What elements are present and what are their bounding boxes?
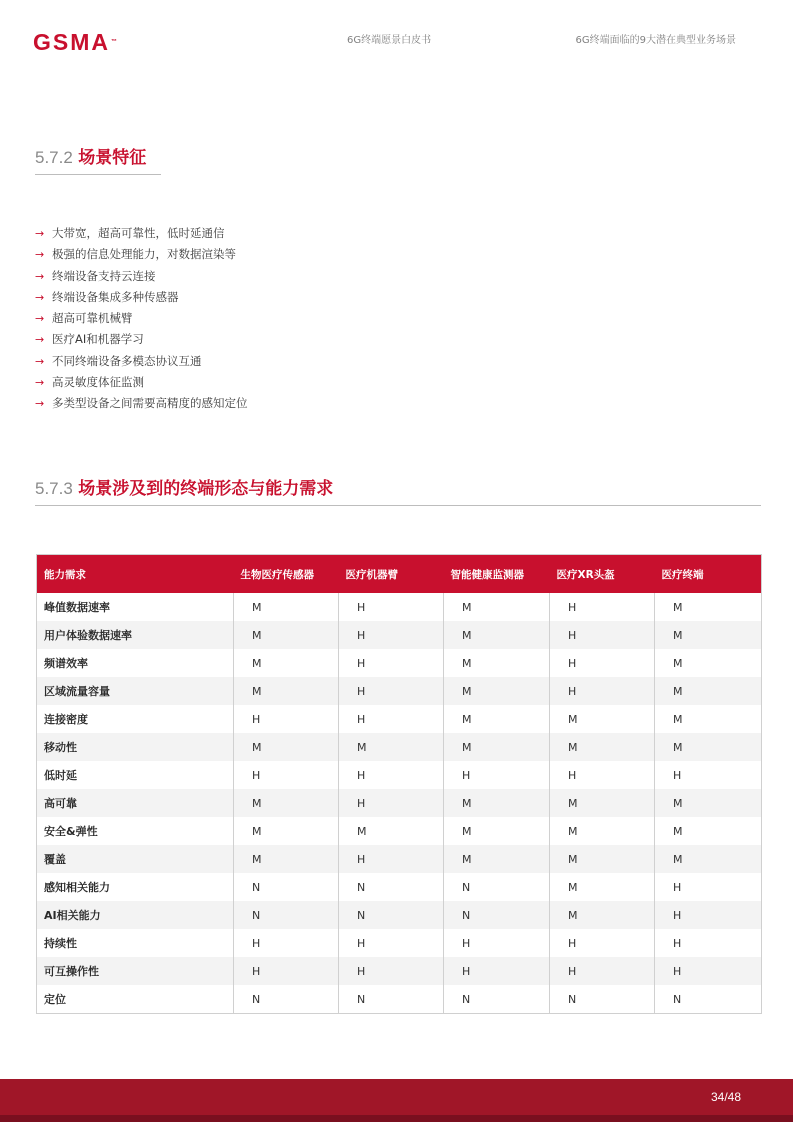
table-cell: M — [234, 845, 339, 873]
list-item — [35, 329, 248, 350]
table-cell: N — [234, 873, 339, 901]
table-cell: N — [444, 985, 550, 1014]
footer-band — [0, 1079, 793, 1115]
table-cell: M — [655, 621, 762, 649]
table-cell: M — [655, 845, 762, 873]
table-body — [37, 593, 762, 1014]
arrow-right-icon: → — [35, 333, 45, 347]
table-cell: M — [234, 677, 339, 705]
table-row — [37, 761, 762, 789]
table-cell: M — [655, 649, 762, 677]
list-item — [35, 244, 248, 265]
table-row — [37, 649, 762, 677]
list-item — [35, 266, 248, 287]
section-number: 5.7.3 — [35, 479, 73, 498]
arrow-right-icon: → — [35, 269, 45, 283]
table-cell: H — [339, 929, 444, 957]
table-cell: M — [444, 649, 550, 677]
column-header: 医疗机器臂 — [339, 555, 444, 594]
header-doc-title: 6G终端愿景白皮书 — [347, 35, 432, 46]
table-cell: H — [655, 957, 762, 985]
table-cell: N — [234, 901, 339, 929]
table-cell: M — [655, 733, 762, 761]
table-cell: H — [339, 621, 444, 649]
row-label: 持续性 — [44, 937, 77, 950]
table-cell: M — [550, 733, 655, 761]
arrow-right-icon: → — [35, 376, 45, 390]
table-cell: H — [339, 593, 444, 621]
list-item-text: 终端设备集成多种传感器 — [52, 289, 179, 304]
table-cell: M — [550, 705, 655, 733]
table-cell: M — [444, 677, 550, 705]
table-cell: M — [444, 789, 550, 817]
list-item-text: 极强的信息处理能力，对数据渲染等 — [52, 247, 236, 262]
section-number: 5.7.2 — [35, 148, 73, 167]
table-cell: N — [234, 985, 339, 1014]
table-cell: M — [234, 733, 339, 761]
table-cell: M — [550, 873, 655, 901]
table-cell: M — [655, 705, 762, 733]
list-item — [35, 372, 248, 393]
section-title: 场景特征 — [78, 148, 147, 168]
table-cell: H — [339, 789, 444, 817]
table-cell: H — [339, 761, 444, 789]
list-item — [35, 308, 248, 329]
arrow-right-icon: → — [35, 397, 45, 411]
table-cell: M — [234, 649, 339, 677]
arrow-right-icon: → — [35, 227, 45, 240]
table-row — [37, 789, 762, 817]
column-header: 智能健康监测器 — [444, 555, 550, 594]
table-cell: M — [234, 789, 339, 817]
table-row — [37, 845, 762, 873]
table-cell: M — [444, 621, 550, 649]
list-item — [35, 351, 248, 372]
table-cell: M — [655, 593, 762, 621]
list-item-text: 超高可靠机械臂 — [52, 311, 133, 326]
table-cell: M — [550, 817, 655, 845]
table-row — [37, 733, 762, 761]
table-cell: H — [550, 761, 655, 789]
list-item — [35, 223, 248, 244]
table-cell: H — [655, 901, 762, 929]
table-cell: H — [234, 705, 339, 733]
table-cell: N — [444, 873, 550, 901]
column-header: 能力需求 — [37, 555, 234, 594]
section-heading-terminal-requirements — [35, 478, 333, 500]
table-row — [37, 873, 762, 901]
table-cell: H — [444, 761, 550, 789]
table-row — [37, 593, 762, 621]
table-cell: N — [339, 873, 444, 901]
row-label: 连接密度 — [44, 713, 88, 726]
list-item — [35, 287, 248, 308]
table-cell: H — [550, 677, 655, 705]
list-item-text: 终端设备支持云连接 — [52, 268, 156, 283]
table-row — [37, 957, 762, 985]
table-cell: M — [655, 817, 762, 845]
row-label: 安全&弹性 — [44, 825, 98, 838]
gsma-logo: GSMA™ — [33, 29, 117, 55]
column-header: 医疗终端 — [655, 555, 762, 594]
table-cell: H — [339, 957, 444, 985]
table-cell: N — [444, 901, 550, 929]
list-item-text: 高灵敏度体征监测 — [52, 375, 144, 390]
header-chapter-title: 6G终端面临的9大潜在典型业务场景 — [575, 35, 736, 46]
arrow-right-icon: → — [35, 290, 45, 304]
table-row — [37, 901, 762, 929]
table-cell: H — [655, 761, 762, 789]
section-title: 场景涉及到的终端形态与能力需求 — [78, 479, 334, 499]
table-cell: H — [550, 649, 655, 677]
list-item-text: 医疗AI和机器学习 — [52, 332, 144, 347]
feature-list — [35, 223, 248, 415]
table-cell: M — [339, 817, 444, 845]
arrow-right-icon: → — [35, 354, 45, 368]
table-header-row — [37, 555, 762, 594]
table-row — [37, 985, 762, 1014]
arrow-right-icon: → — [35, 312, 45, 326]
section-underline — [35, 174, 161, 175]
row-label: AI相关能力 — [37, 901, 234, 929]
row-label: 区域流量容量 — [37, 677, 234, 705]
table-cell: H — [550, 957, 655, 985]
table-cell: H — [444, 957, 550, 985]
list-item-text: 不同终端设备多模态协议互通 — [52, 353, 202, 368]
table-cell: H — [234, 929, 339, 957]
column-header: 生物医疗传感器 — [234, 555, 339, 594]
table-cell: H — [550, 593, 655, 621]
table-cell: H — [655, 873, 762, 901]
page-number: 34/48 — [710, 1090, 741, 1104]
row-label: 用户体验数据速率 — [37, 621, 234, 649]
table-cell: M — [234, 593, 339, 621]
table-cell: H — [550, 929, 655, 957]
table-cell: M — [339, 733, 444, 761]
table-cell: M — [655, 789, 762, 817]
table-cell: M — [234, 817, 339, 845]
table-cell: H — [339, 677, 444, 705]
list-item — [35, 393, 248, 414]
row-label: 覆盖 — [37, 845, 234, 873]
table-cell: M — [234, 621, 339, 649]
table-row — [37, 817, 762, 845]
table-cell: N — [339, 985, 444, 1014]
row-label: 感知相关能力 — [44, 881, 110, 894]
table-cell: N — [339, 901, 444, 929]
table-cell: M — [444, 733, 550, 761]
footer-strip — [0, 1115, 793, 1122]
table-cell: M — [444, 705, 550, 733]
table-row — [37, 929, 762, 957]
table-cell: H — [339, 705, 444, 733]
row-label: 频谱效率 — [44, 657, 88, 670]
row-label: 高可靠 — [37, 789, 234, 817]
arrow-right-icon: → — [35, 248, 45, 262]
table-cell: H — [655, 929, 762, 957]
table-cell: M — [550, 845, 655, 873]
list-item-text: 大带宽，超高可靠性，低时延通信 — [52, 226, 225, 240]
table-row — [37, 705, 762, 733]
row-label: 定位 — [44, 993, 66, 1006]
table-row — [37, 621, 762, 649]
section-heading-scene-features — [35, 147, 146, 169]
column-header: 医疗XR头盔 — [550, 555, 655, 594]
table-cell: H — [550, 621, 655, 649]
list-item-text: 多类型设备之间需要高精度的感知定位 — [52, 396, 248, 411]
row-label: 低时延 — [44, 769, 77, 782]
table-cell: H — [339, 649, 444, 677]
row-label: 峰值数据速率 — [44, 601, 110, 614]
table-cell: H — [234, 761, 339, 789]
table-cell: M — [444, 817, 550, 845]
table-cell: H — [234, 957, 339, 985]
table-cell: H — [339, 845, 444, 873]
table-cell: M — [444, 845, 550, 873]
capability-table — [36, 554, 762, 1014]
table-cell: M — [444, 593, 550, 621]
table-cell: H — [444, 929, 550, 957]
section-underline — [35, 505, 761, 506]
table-row — [37, 677, 762, 705]
table-cell: M — [550, 789, 655, 817]
row-label: 可互操作性 — [37, 957, 234, 985]
table-cell: N — [655, 985, 762, 1014]
row-label: 移动性 — [37, 733, 234, 761]
table-cell: N — [550, 985, 655, 1014]
table-cell: M — [550, 901, 655, 929]
table-cell: M — [655, 677, 762, 705]
